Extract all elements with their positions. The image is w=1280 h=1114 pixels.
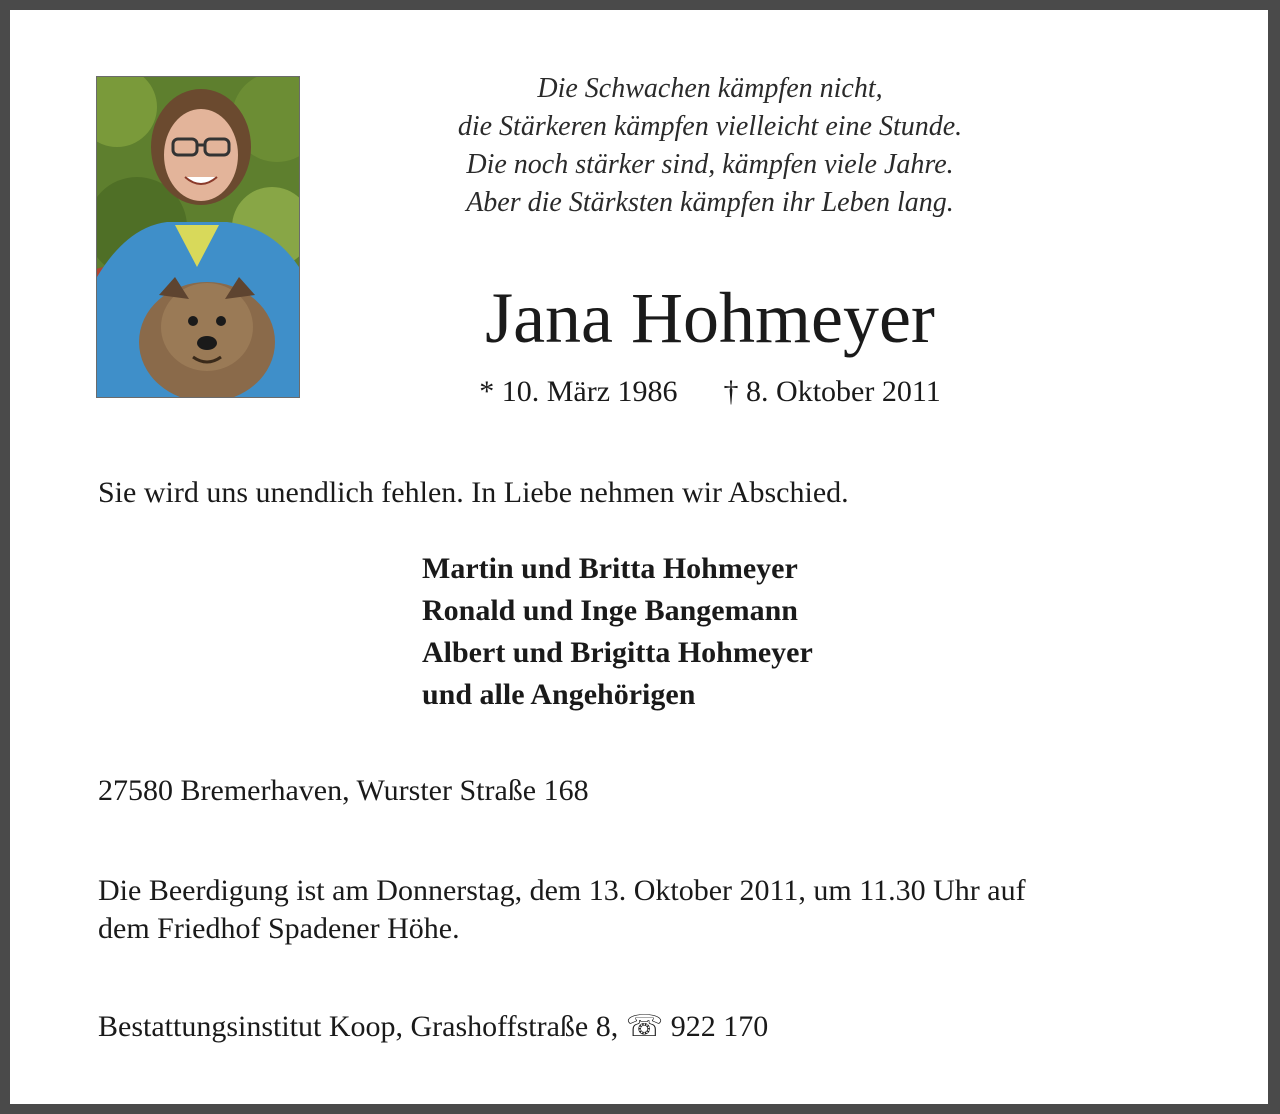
birth-date: * 10. März 1986: [479, 375, 678, 408]
undertaker-text: Bestattungsinstitut Koop, Grashoffstraße 8,: [98, 1010, 619, 1043]
telephone-icon: ☏: [625, 1010, 664, 1043]
family-address: 27580 Bremerhaven, Wurster Straße 168: [98, 774, 589, 807]
undertaker-phone: 922 170: [670, 1010, 769, 1043]
portrait-illustration: [97, 77, 299, 397]
poem-line: Die Schwachen kämpfen nicht,: [537, 73, 883, 104]
poem-line: Aber die Stärksten kämpfen ihr Leben lang.: [466, 187, 954, 218]
poem-line: Die noch stärker sind, kämpfen viele Jahre.: [466, 149, 954, 180]
death-date: † 8. Oktober 2011: [723, 375, 941, 408]
undertaker-info: [98, 1008, 768, 1046]
mourners-list: [422, 548, 813, 716]
funeral-line: Die Beerdigung ist am Donnerstag, dem 13. Oktober 2011, um 11.30 Uhr auf: [98, 874, 1026, 907]
mourner: und alle Angehörigen: [422, 678, 696, 711]
funeral-line: dem Friedhof Spadener Höhe.: [98, 912, 460, 945]
deceased-name: Jana Hohmeyer: [485, 278, 935, 358]
farewell-text: Sie wird uns unendlich fehlen. In Liebe nehmen wir Abschied.: [98, 476, 849, 509]
obituary-notice: [10, 10, 1268, 1104]
portrait-photo: [96, 76, 300, 398]
life-dates: [310, 374, 1110, 410]
poem-line: die Stärkeren kämpfen vielleicht eine Stunde.: [457, 111, 963, 142]
mourner: Ronald und Inge Bangemann: [422, 594, 798, 627]
poem: [310, 70, 1110, 222]
mourner: Martin und Britta Hohmeyer: [422, 552, 798, 585]
mourner: Albert und Brigitta Hohmeyer: [422, 636, 813, 669]
funeral-info: [98, 872, 1208, 948]
